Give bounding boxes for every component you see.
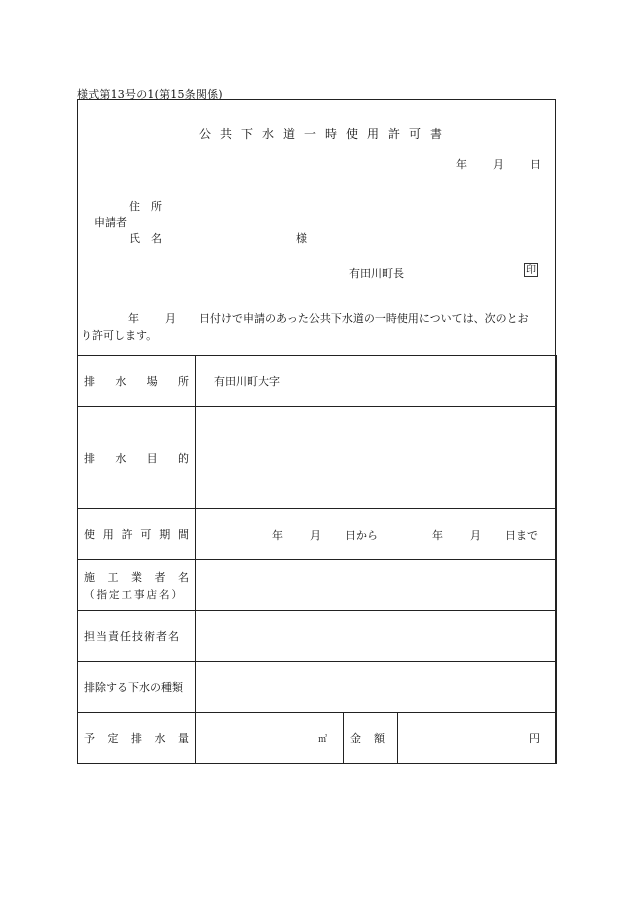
period-to-year: 年	[432, 529, 443, 542]
amount-label: 金 額	[344, 713, 398, 764]
location-label: 排 水 場 所	[78, 356, 196, 407]
row-volume	[78, 713, 557, 764]
period-to-day: 日まで	[505, 529, 538, 542]
period-from-month: 月	[310, 529, 321, 542]
row-contractor	[78, 560, 557, 611]
row-location	[78, 356, 557, 407]
amount-unit: 円	[529, 732, 541, 745]
purpose-value[interactable]	[196, 407, 557, 509]
period-from-year: 年	[272, 529, 283, 542]
detail-table	[77, 355, 557, 764]
period-from-day: 日から	[345, 529, 378, 542]
perm-month: 月	[165, 312, 176, 325]
form-number: 様式第13号の1(第15条関係)	[77, 88, 223, 101]
sewage-type-label: 排除する下水の種類	[78, 662, 196, 713]
perm-body-line2: り許可します。	[81, 329, 158, 342]
document-title: 公共下水道一時使用許可書	[198, 127, 451, 141]
period-to-month: 月	[470, 529, 481, 542]
row-purpose	[78, 407, 557, 509]
volume-unit: ㎥	[317, 734, 327, 745]
perm-year: 年	[128, 312, 139, 325]
location-value[interactable]: 有田川町大字	[196, 356, 557, 407]
period-value[interactable]	[196, 509, 557, 560]
volume-value[interactable]	[196, 713, 344, 764]
amount-value[interactable]	[398, 713, 557, 764]
issuer-title: 有田川町長	[349, 267, 404, 280]
name-label: 氏 名	[129, 232, 162, 245]
contractor-sublabel: （指定工事店名）	[84, 588, 184, 601]
issue-day: 日	[530, 158, 541, 171]
engineer-value[interactable]	[196, 611, 557, 662]
permission-paragraph	[81, 310, 547, 344]
issue-year: 年	[456, 158, 467, 171]
period-label: 使 用 許 可 期 間	[78, 509, 196, 560]
purpose-label: 排 水 目 的	[78, 407, 196, 509]
row-period	[78, 509, 557, 560]
perm-body-line1: 日付けで申請のあった公共下水道の一時使用については、次のとお	[199, 312, 529, 325]
row-engineer	[78, 611, 557, 662]
seal-mark: 印	[526, 265, 536, 276]
row-sewage-type	[78, 662, 557, 713]
issue-month: 月	[493, 158, 504, 171]
volume-label: 予 定 排 水 量	[78, 713, 196, 764]
applicant-label: 申請者	[94, 216, 127, 229]
address-label: 住 所	[129, 200, 162, 213]
honorific: 様	[296, 232, 307, 245]
contractor-label: 施 工 業 者 名 （指定工事店名）	[78, 560, 196, 611]
contractor-value[interactable]	[196, 560, 557, 611]
engineer-label: 担当責任技術者名	[78, 611, 196, 662]
sewage-type-value[interactable]	[196, 662, 557, 713]
